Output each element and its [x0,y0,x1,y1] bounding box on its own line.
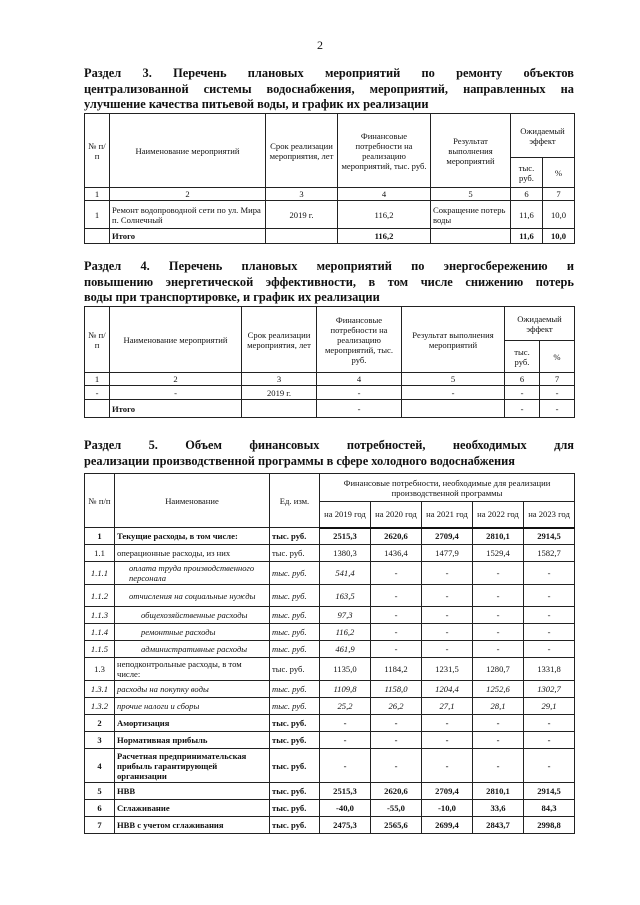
row-name: расходы на покупку воды [115,681,270,698]
row-value: 2620,6 [371,528,422,545]
row-value: 1135,0 [320,658,371,681]
col-number: 5 [402,373,505,386]
table-row [85,681,575,698]
row-value: - [524,749,575,783]
section5-heading-line: Раздел 5. Объем финансовых потребностей, необходимых для [84,438,574,452]
total-pct: 10,0 [543,229,575,244]
row-value: - [371,641,422,658]
row-value: 1252,6 [473,681,524,698]
header-name: Наименование мероприятий [110,307,242,373]
col-number: 1 [85,373,110,386]
row-value: 29,1 [524,698,575,715]
row-value: 2515,3 [320,783,371,800]
row-value: 1582,7 [524,545,575,562]
row-value: - [422,585,473,607]
col-number: 5 [431,188,511,201]
row-value: 1280,7 [473,658,524,681]
col-number: 2 [110,188,266,201]
row-value: -40,0 [320,800,371,817]
row-name: оплата труда производственного персонала [115,562,270,585]
row-value: - [473,624,524,641]
row-value: - [473,641,524,658]
col-number: 4 [338,188,431,201]
row-value: 1529,4 [473,545,524,562]
header-year: на 2023 год [524,502,575,528]
row-num: 1.1.2 [85,585,115,607]
row-rub: - [505,386,540,400]
row-value: - [371,585,422,607]
row-value: -55,0 [371,800,422,817]
row-value: 1436,4 [371,545,422,562]
total-pct: - [540,400,575,418]
row-num: 1.1.1 [85,562,115,585]
row-value: - [524,585,575,607]
row-value: 2810,1 [473,528,524,545]
row-value: 461,9 [320,641,371,658]
total-label: Итого [110,400,242,418]
section4-table [84,306,575,418]
header-num: № п/п [85,307,110,373]
row-unit: тыс. руб. [270,607,320,624]
row-value: - [320,732,371,749]
table-row [85,732,575,749]
row-value: - [371,624,422,641]
row-value: - [422,562,473,585]
table-row [85,698,575,715]
row-value: 26,2 [371,698,422,715]
col-number: 1 [85,188,110,201]
table-row [85,658,575,681]
row-term: 2019 г. [266,201,338,229]
total-finance: - [317,400,402,418]
table-row [85,386,575,400]
row-value: 2565,6 [371,817,422,834]
row-value: -10,0 [422,800,473,817]
row-value: 2709,4 [422,528,473,545]
table-row [85,641,575,658]
col-number: 3 [242,373,317,386]
row-result: Сокращение потерь воды [431,201,511,229]
total-row [85,400,575,418]
row-value: 2914,5 [524,528,575,545]
row-value: - [371,749,422,783]
table-row [85,201,575,229]
row-value: - [524,641,575,658]
row-num: 4 [85,749,115,783]
row-rub: 11,6 [511,201,543,229]
row-num: 1.1.4 [85,624,115,641]
row-value: 28,1 [473,698,524,715]
row-value: 2914,5 [524,783,575,800]
total-row [85,229,575,244]
row-value: - [524,607,575,624]
header-result: Результат выполнения мероприятий [431,114,511,188]
row-unit: тыс. руб. [270,585,320,607]
row-name: Расчетная предпринимательская прибыль гарантирующей организации [115,749,270,783]
row-value: - [320,715,371,732]
row-value: - [422,641,473,658]
header-year: на 2019 год [320,502,371,528]
row-name: неподконтрольные расходы, в том числе: [115,658,270,681]
row-value: - [371,607,422,624]
header-result: Результат выполнения мероприятий [402,307,505,373]
row-name: административные расходы [115,641,270,658]
table-row [85,585,575,607]
row-num: 1.3 [85,658,115,681]
row-name: НВВ с учетом сглаживания [115,817,270,834]
row-num: 7 [85,817,115,834]
row-unit: тыс. руб. [270,732,320,749]
section3-heading [84,66,574,113]
row-value: 1204,4 [422,681,473,698]
col-number: 6 [505,373,540,386]
row-unit: тыс. руб. [270,528,320,545]
row-value: - [524,732,575,749]
table-row [85,817,575,834]
row-value: - [524,715,575,732]
row-value: - [320,749,371,783]
header-finance: Финансовые потребности, необходимые для реализации производственной программы [320,474,575,502]
row-unit: тыс. руб. [270,783,320,800]
row-value: 1302,7 [524,681,575,698]
row-unit: тыс. руб. [270,817,320,834]
row-value: 2515,3 [320,528,371,545]
header-finance: Финансовые потребности на реализацию мероприятий, тыс. руб. [317,307,402,373]
row-finance: - [317,386,402,400]
section3-heading-line: Раздел 3. Перечень плановых мероприятий по ремонту объектов [84,66,574,80]
row-value: - [371,732,422,749]
header-effect-rub: тыс. руб. [505,341,540,373]
row-value: 163,5 [320,585,371,607]
table-row [85,749,575,783]
header-effect-pct: % [543,158,575,188]
col-number: 7 [543,188,575,201]
row-value: - [524,624,575,641]
row-value: 1231,5 [422,658,473,681]
header-effect-rub: тыс. руб. [511,158,543,188]
row-num: - [85,386,110,400]
row-name: - [110,386,242,400]
table-row [85,545,575,562]
section4-heading-line: воды при транспортировке, и график их реализации [84,290,380,304]
table-row [85,562,575,585]
header-effect: Ожидаемый эффект [511,114,575,158]
row-value: 2998,8 [524,817,575,834]
row-value: - [473,607,524,624]
row-name: НВВ [115,783,270,800]
row-value: 1184,2 [371,658,422,681]
row-value: 2620,6 [371,783,422,800]
col-number: 4 [317,373,402,386]
section5-table [84,473,575,834]
header-year: на 2021 год [422,502,473,528]
row-unit: тыс. руб. [270,749,320,783]
row-value: 2810,1 [473,783,524,800]
row-num: 1.3.1 [85,681,115,698]
section4-heading-line: повышению энергетической эффективности, в том числе снижению потерь [84,274,574,289]
col-number: 7 [540,373,575,386]
row-unit: тыс. руб. [270,562,320,585]
row-unit: тыс. руб. [270,715,320,732]
row-value: 1380,3 [320,545,371,562]
row-pct: 10,0 [543,201,575,229]
row-value: 1331,8 [524,658,575,681]
row-unit: тыс. руб. [270,545,320,562]
col-number: 6 [511,188,543,201]
row-value: 84,3 [524,800,575,817]
row-value: 27,1 [422,698,473,715]
total-rub: 11,6 [511,229,543,244]
section4-heading-line: Раздел 4. Перечень плановых мероприятий по энергосбережению и [84,259,574,273]
row-unit: тыс. руб. [270,641,320,658]
row-num: 1 [85,201,110,229]
table-row [85,800,575,817]
section3-heading-line: улучшение качества питьевой воды, и график их реализации [84,97,429,111]
row-name: Амортизация [115,715,270,732]
row-value: 2709,4 [422,783,473,800]
row-value: 2475,3 [320,817,371,834]
header-unit: Ед. изм. [270,474,320,528]
total-label: Итого [110,229,266,244]
header-num: № п/п [85,114,110,188]
row-value: 1158,0 [371,681,422,698]
row-unit: тыс. руб. [270,681,320,698]
row-name: Сглаживание [115,800,270,817]
header-year: на 2022 год [473,502,524,528]
header-name: Наименование мероприятий [110,114,266,188]
header-name: Наименование [115,474,270,528]
header-effect-pct: % [540,341,575,373]
row-value: 25,2 [320,698,371,715]
row-value: - [473,715,524,732]
row-value: - [473,749,524,783]
row-value: - [371,715,422,732]
table-row [85,624,575,641]
row-value: - [473,732,524,749]
section4-heading [84,259,574,306]
col-number: 3 [266,188,338,201]
row-value: - [422,715,473,732]
row-name: отчисления на социальные нужды [115,585,270,607]
row-num: 6 [85,800,115,817]
section5-heading-line: реализации производственной программы в сфере холодного водоснабжения [84,453,515,468]
row-name: Нормативная прибыль [115,732,270,749]
header-year: на 2020 год [371,502,422,528]
row-num: 1.1 [85,545,115,562]
table-row [85,607,575,624]
row-num: 2 [85,715,115,732]
header-term: Срок реализации мероприятия, лет [242,307,317,373]
row-value: - [422,624,473,641]
total-finance: 116,2 [338,229,431,244]
row-name: Ремонт водопроводной сети по ул. Мира п. Солнечный [110,201,266,229]
row-value: - [422,749,473,783]
header-term: Срок реализации мероприятия, лет [266,114,338,188]
row-unit: тыс. руб. [270,624,320,641]
page-number: 2 [317,38,323,52]
row-unit: тыс. руб. [270,698,320,715]
row-name: общехозяйственные расходы [115,607,270,624]
row-name: ремонтные расходы [115,624,270,641]
row-value: - [371,562,422,585]
row-name: прочие налоги и сборы [115,698,270,715]
header-effect: Ожидаемый эффект [505,307,575,341]
row-value: 97,3 [320,607,371,624]
row-pct: - [540,386,575,400]
row-unit: тыс. руб. [270,800,320,817]
table-row [85,528,575,545]
row-value: - [473,585,524,607]
row-value: - [473,562,524,585]
row-result: - [402,386,505,400]
row-num: 1 [85,528,115,545]
header-finance: Финансовые потребности на реализацию мероприятий, тыс. руб. [338,114,431,188]
row-value: - [422,607,473,624]
row-num: 1.3.2 [85,698,115,715]
table-row [85,715,575,732]
row-value: 541,4 [320,562,371,585]
row-num: 1.1.3 [85,607,115,624]
header-num: № п/п [85,474,115,528]
row-num: 1.1.5 [85,641,115,658]
row-unit: тыс. руб. [270,658,320,681]
section3-table [84,113,575,244]
row-finance: 116,2 [338,201,431,229]
row-value: 1109,8 [320,681,371,698]
row-value: 2699,4 [422,817,473,834]
row-name: операционные расходы, из них [115,545,270,562]
section3-heading-line: централизованной системы водоснабжения, мероприятий, направленных на [84,81,574,96]
table-row [85,783,575,800]
row-value: 2843,7 [473,817,524,834]
section5-heading [84,438,574,469]
row-value: 33,6 [473,800,524,817]
row-value: - [422,732,473,749]
row-term: 2019 г. [242,386,317,400]
row-name: Текущие расходы, в том числе: [115,528,270,545]
total-rub: - [505,400,540,418]
row-num: 5 [85,783,115,800]
col-number: 2 [110,373,242,386]
row-num: 3 [85,732,115,749]
row-value: 1477,9 [422,545,473,562]
row-value: - [524,562,575,585]
row-value: 116,2 [320,624,371,641]
